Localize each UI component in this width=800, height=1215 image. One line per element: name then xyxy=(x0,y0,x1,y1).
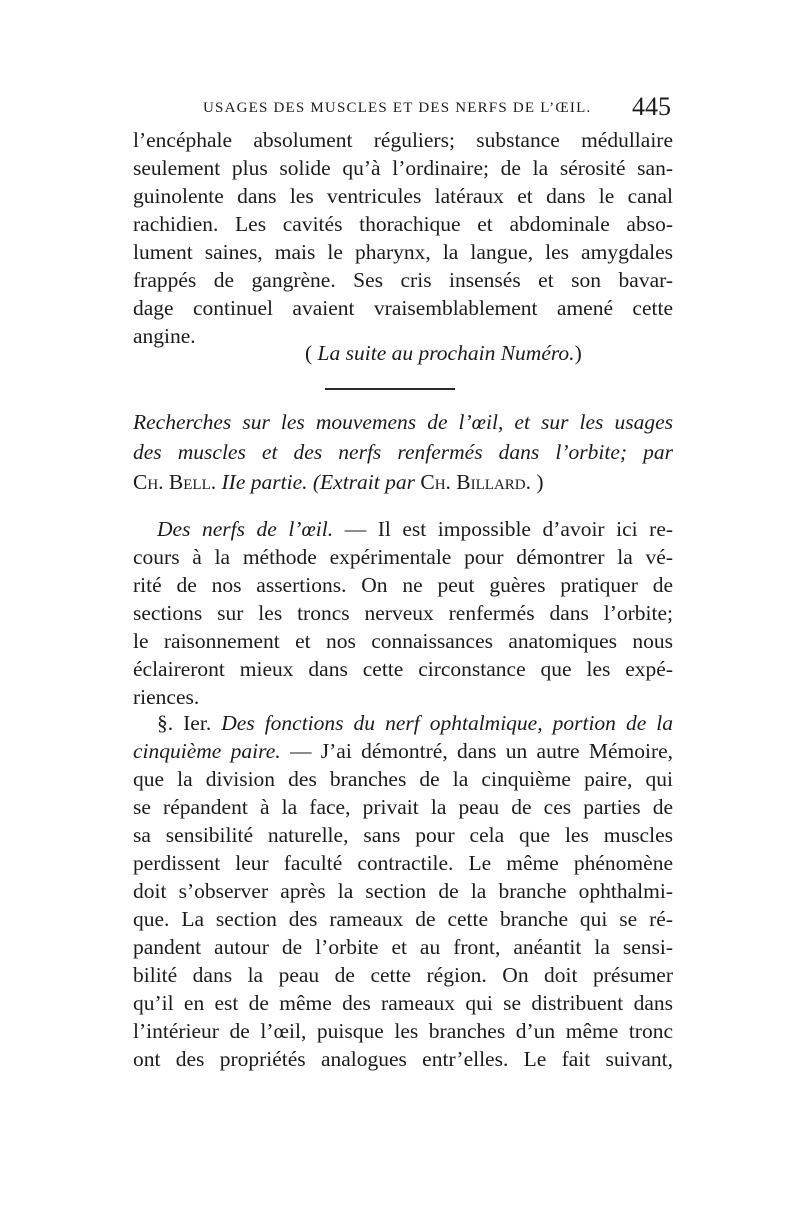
text-line: dage continuel avaient vraisemblablement amené cette xyxy=(133,296,673,320)
note-open: ( xyxy=(305,341,313,365)
text-line: riences. xyxy=(133,685,200,709)
text-line: rité de nos assertions. On ne peut guères pratiquer de xyxy=(133,573,673,597)
section-marker: §. Ier. xyxy=(157,711,212,735)
heading-line: Recherches sur les mouvemens de l’œil, et sur les usages xyxy=(133,410,673,434)
text-line: doit s’observer après la section de la branche ophthalmi- xyxy=(133,879,673,903)
text-line: sections sur les troncs nerveux renfermés dans l’orbite; xyxy=(133,601,673,625)
section-second-line xyxy=(133,739,673,768)
text-line: sa sensibilité naturelle, sans pour cela que les muscles xyxy=(133,823,673,847)
heading-line-credits xyxy=(133,470,673,500)
text-line: le raisonnement et nos connaissances anatomiques nous xyxy=(133,629,673,653)
text-line: guinolente dans les ventricules latéraux et dans le canal xyxy=(133,184,673,208)
text-line: que. La section des rameaux de cette branche qui se ré- xyxy=(133,907,673,931)
text-line: qu’il en est de même des rameaux qui se distribuent dans xyxy=(133,991,673,1015)
section-first-text: — Il est impossible d’avoir ici re- xyxy=(344,517,674,541)
text-line: bilité dans la peau de cette région. On doit présumer xyxy=(133,963,673,987)
page-number: 445 xyxy=(632,92,671,121)
text-line: pandent autour de l’orbite et au front, anéantit la sensi- xyxy=(133,935,673,959)
continuation-note xyxy=(305,341,582,366)
extract-label: (Extrait par xyxy=(312,470,415,494)
author-bell: Ch. Bell. xyxy=(133,470,217,494)
section-first-text: — J’ai démontré, dans un autre Mémoire, xyxy=(289,739,674,763)
section-first-line xyxy=(133,517,673,546)
text-line: lument saines, mais le pharynx, la langue, les amygdales xyxy=(133,240,673,264)
text-line: frappés de gangrène. Ses cris insensés et son bavar- xyxy=(133,268,673,292)
heading-line: des muscles et des nerfs renfermés dans l’orbite; par xyxy=(133,440,673,464)
part-label: IIe partie. xyxy=(221,470,308,494)
credits-close: ) xyxy=(536,470,544,494)
text-line: perdissent leur faculté contractile. Le même phénomène xyxy=(133,851,673,875)
section-title: Des fonctions du nerf ophtalmique, portion de la xyxy=(221,711,673,735)
note-close: ) xyxy=(574,341,582,365)
text-line: ont des propriétés analogues entr’elles. Le fait suivant, xyxy=(133,1047,673,1071)
text-line: que la division des branches de la cinquième paire, qui xyxy=(133,767,673,791)
text-line: l’intérieur de l’œil, puisque les branches d’un même tronc xyxy=(133,1019,673,1043)
section-title: Des nerfs de l’œil. xyxy=(157,517,334,541)
section-heading-line xyxy=(133,711,673,740)
text-line: se répandent à la face, privait la peau de ces parties de xyxy=(133,795,673,819)
text-line: éclaireront mieux dans cette circonstance que les expé- xyxy=(133,657,673,681)
text-line: seulement plus solide qu’à l’ordinaire; de la sérosité san- xyxy=(133,156,673,180)
running-head xyxy=(133,92,673,122)
author-billard: Ch. Billard. xyxy=(420,470,531,494)
text-line: l’encéphale absolument réguliers; substance médullaire xyxy=(133,128,673,152)
running-title: USAGES DES MUSCLES ET DES NERFS DE L’ŒIL. xyxy=(203,100,592,116)
section-divider xyxy=(325,388,455,390)
section-title-cont: cinquième paire. xyxy=(133,739,281,763)
text-line: angine. xyxy=(133,324,196,348)
text-line: cours à la méthode expérimentale pour démontrer la vé- xyxy=(133,545,673,569)
note-text: La suite au prochain Numéro. xyxy=(317,341,575,365)
text-line: rachidien. Les cavités thorachique et abdominale abso- xyxy=(133,212,673,236)
